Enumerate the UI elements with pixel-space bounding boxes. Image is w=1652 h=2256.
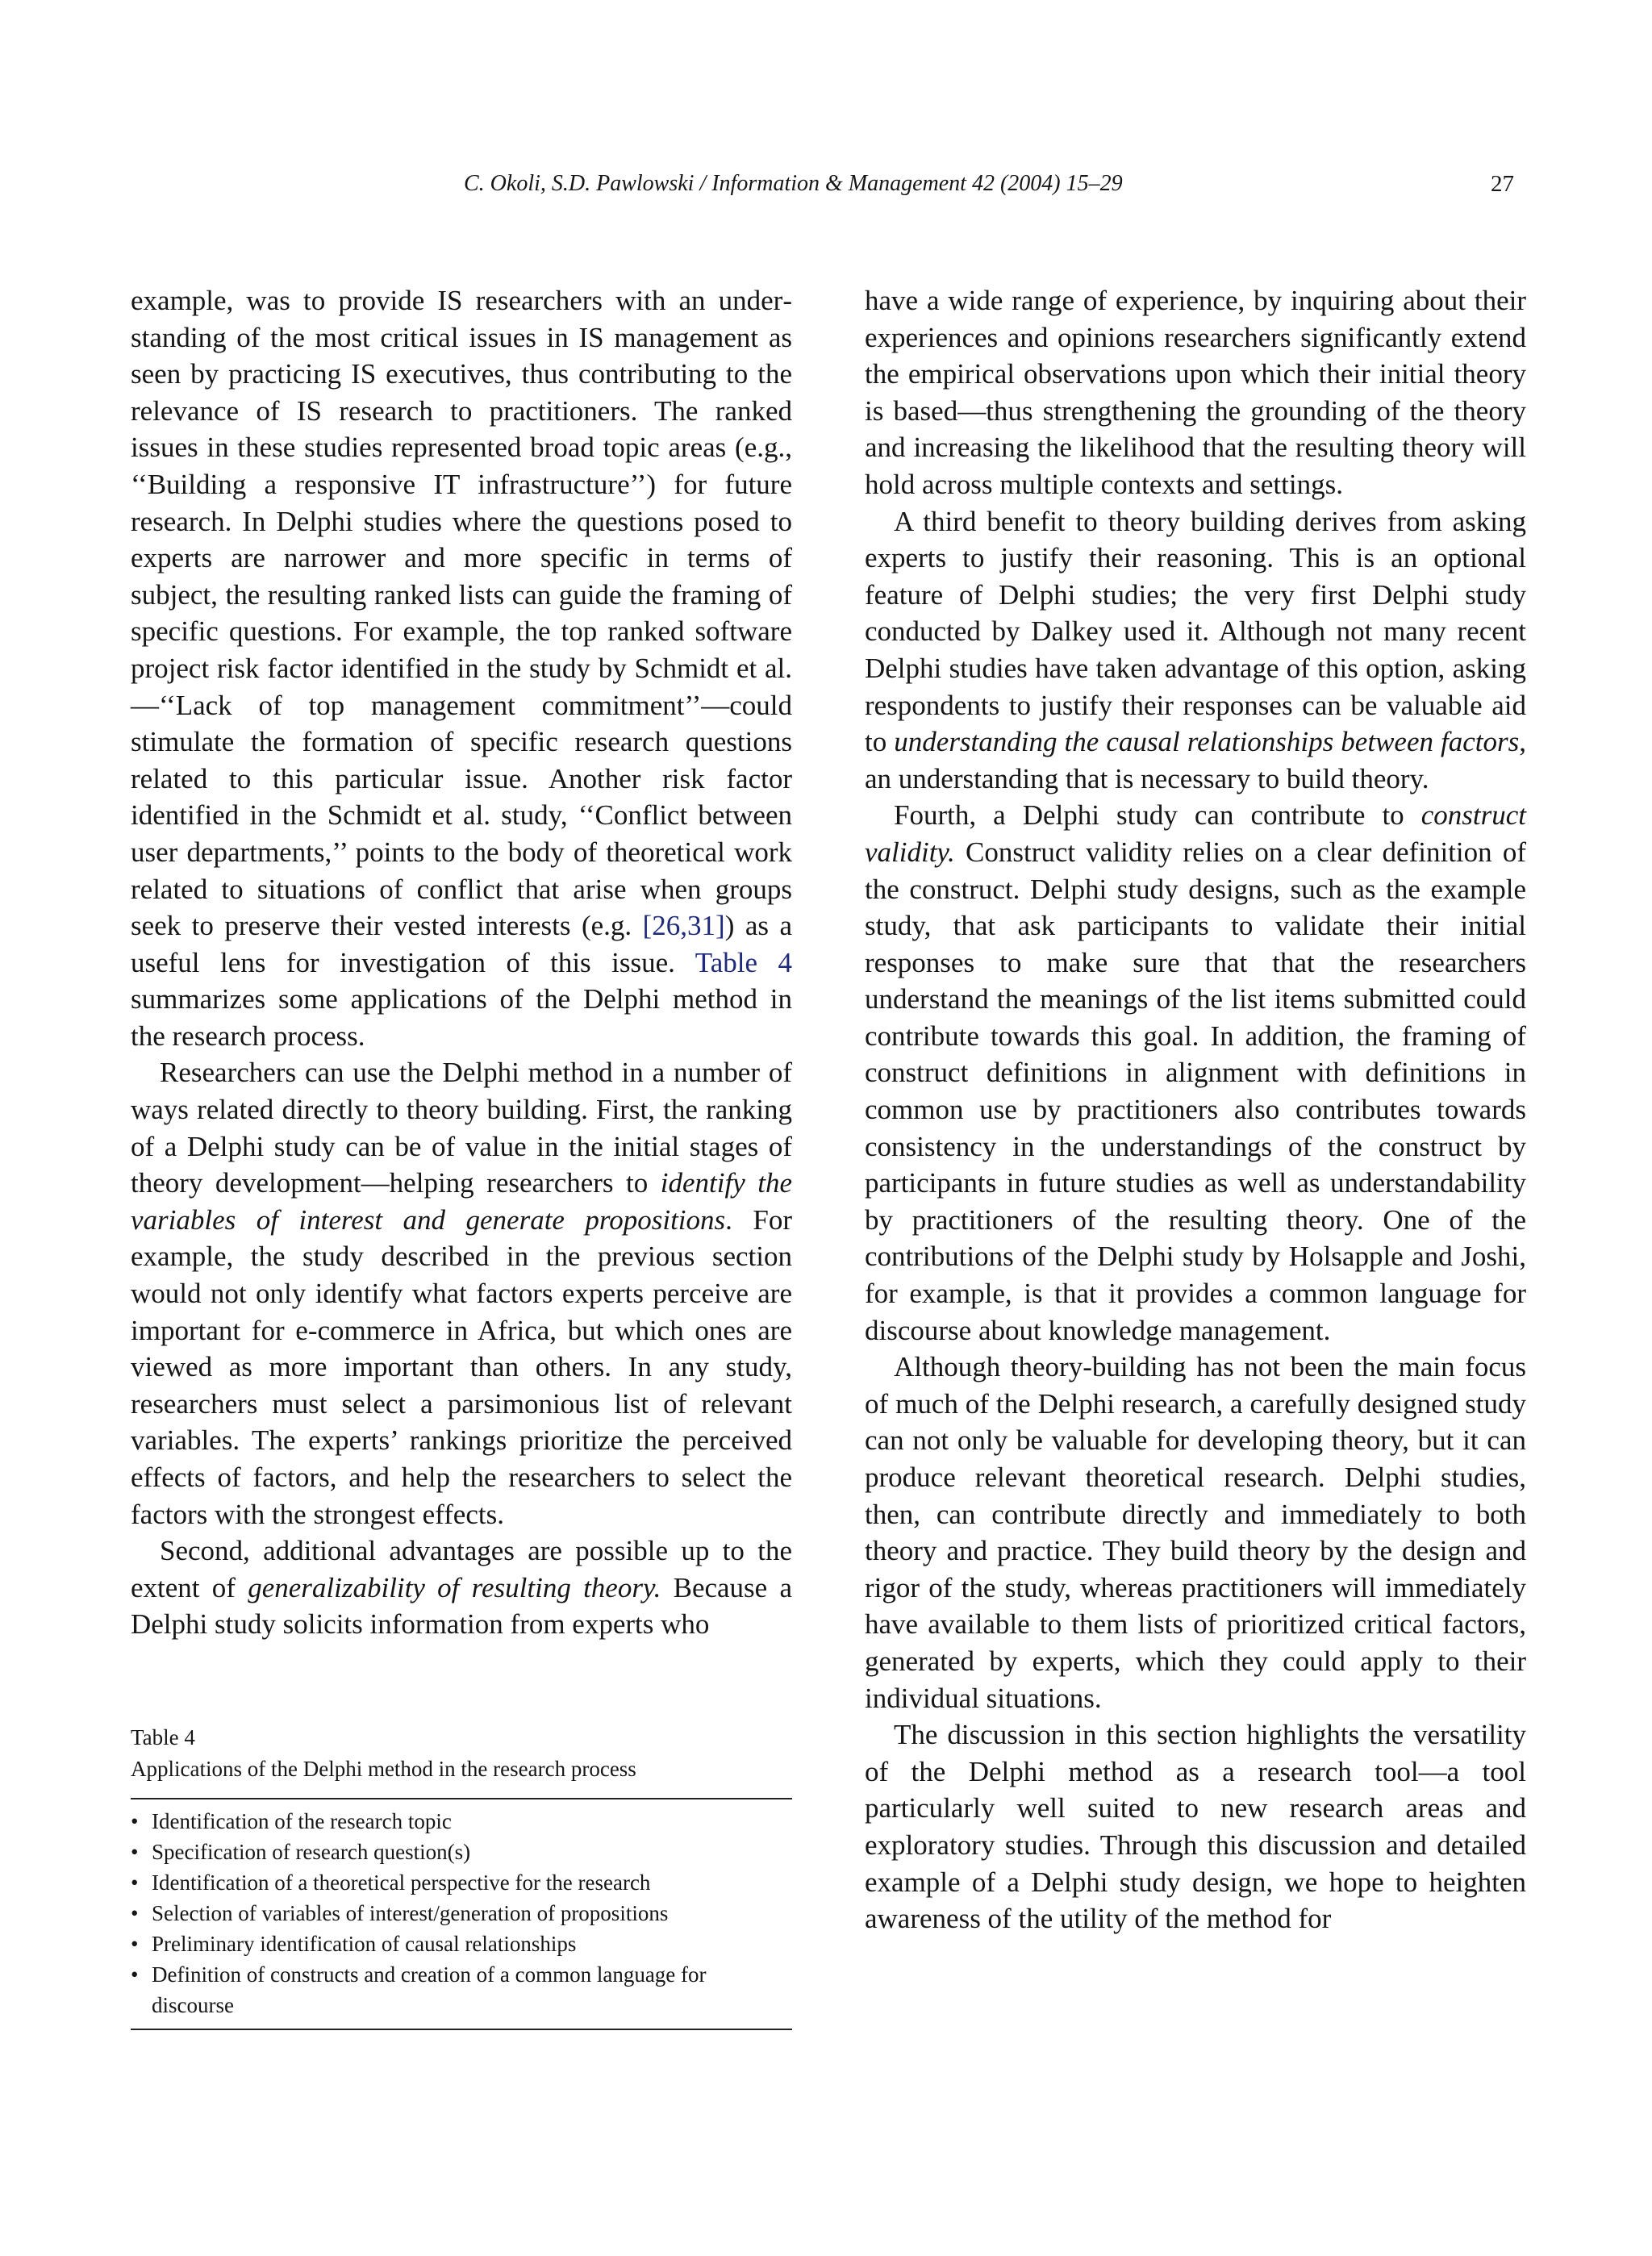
text-run: summarizes some applications of the Delphi method in the research process. <box>131 983 792 1052</box>
emphasis: understanding the causal relationships between factors <box>894 726 1520 758</box>
text-run: Because a Delphi study solicits information from experts who <box>131 1571 793 1641</box>
list-item-text: Selection of variables of interest/generation of propositions <box>152 1901 669 1925</box>
list-item-text: Preliminary identification of causal relationships <box>152 1932 577 1956</box>
table-4-link[interactable]: Table 4 <box>695 946 792 978</box>
citation-link[interactable]: [26,31] <box>642 910 725 942</box>
text-run: . For example, the study described in the previous section would not only identify what factors experts perceive are important for e-commerce in Africa, but which ones are viewed as more important than others. In any study, researchers must select a parsimonious list of relevant variables. The experts’ rankings prioritize the perceived effects of factors, and help the researchers to select the factors with the strongest effects. <box>131 1203 792 1530</box>
list-item <box>131 1806 792 1837</box>
left-paragraph-3 <box>131 1532 792 1643</box>
table-caption: Applications of the Delphi method in the research process <box>131 1757 636 1781</box>
bullet-icon: • <box>131 1870 139 1895</box>
table-number: Table 4 <box>131 1725 195 1749</box>
bullet-icon: • <box>131 1840 139 1864</box>
running-header <box>0 166 1652 206</box>
page-number: 27 <box>1491 171 1514 197</box>
list-item-text: Definition of constructs and creation of a common language for discourse <box>152 1962 707 2017</box>
list-item <box>131 1867 792 1898</box>
emphasis: identify the variables of interest and generate propositions <box>131 1167 792 1236</box>
text-run: ) as a useful lens for investigation of this issue. <box>131 910 792 978</box>
right-paragraph-4: Although theory-building has not been the main focus of much of the Delphi research, a carefully designed study can not only be valuable for developing theory, but it can produce relevant theoretical research. Delphi studies, then, can contribute directly and immediately to both theory and practice. They build theory by the design and rigor of the study, whereas practitioners will immediately have available to them lists of prioritized critical factors, generated by experts, which they could apply to their individual situations. <box>865 1351 1526 1714</box>
right-paragraph-3 <box>865 797 1526 1349</box>
text-run: , an understanding that is necessary to build theory. <box>865 726 1526 794</box>
text-run: Construct validity relies on a clear definition of the construct. Delphi study designs, such as the example study, that ask participants to validate their initial responses to make sure that that the researchers understand the meanings of the list items submitted could contribute towards this goal. In addition, the framing of construct definitions in alignment with definitions in common use by practitioners also contributes towards consistency in the understandings of the construct by participants in future studies as well as understandability by practitioners of the resulting theory. One of the contributions of the Delphi study by Holsapple and Joshi, for example, is that it provides a common language for discourse about knowledge management. <box>865 836 1526 1346</box>
list-item-text: Identification of a theoretical perspective for the research <box>152 1870 651 1895</box>
list-item-text: Specification of research question(s) <box>152 1840 471 1864</box>
list-item <box>131 1929 792 1959</box>
bullet-icon: • <box>131 1962 139 1987</box>
left-paragraph-1 <box>131 282 792 1054</box>
right-paragraph-5: The discussion in this section highlights the versatility of the Delphi method as a research tool—a tool particularly well suited to new research areas and exploratory studies. Through this discussion and detailed example of a Delphi study design, we hope to heighten awareness of the utility of the method for <box>865 1719 1526 1935</box>
list-item <box>131 1837 792 1867</box>
table-top-rule <box>131 1798 792 1799</box>
list-item <box>131 1898 792 1929</box>
left-paragraph-2 <box>131 1054 792 1532</box>
bullet-icon: • <box>131 1901 139 1925</box>
table-4 <box>131 1722 792 2030</box>
list-item-text: Identification of the research topic <box>152 1809 452 1833</box>
emphasis: construct validity. <box>865 799 1526 868</box>
left-column <box>131 282 792 1643</box>
right-column <box>865 282 1526 1937</box>
text-run: Fourth, a Delphi study can contribute to <box>894 799 1421 832</box>
table-list <box>131 1806 792 2020</box>
table-bottom-rule <box>131 2029 792 2030</box>
right-paragraph-2 <box>865 503 1526 798</box>
right-paragraph-1: have a wide range of experience, by inquiring about their experiences and opinions researchers significantly extend the empirical observations upon which their initial theory is based—thus strengthening the grounding of the theory and increasing the likelihood that the resulting theory will hold across multiple contexts and settings. <box>865 285 1526 500</box>
bullet-icon: • <box>131 1809 139 1833</box>
running-title: C. Okoli, S.D. Pawlowski / Information & Management 42 (2004) 15–29 <box>464 171 1123 196</box>
list-item <box>131 1959 792 2020</box>
emphasis: generalizability of resulting theory. <box>248 1571 661 1603</box>
text-run: Researchers can use the Delphi method in a number of ways related directly to theory building. First, the ranking of a Delphi study can be of value in the initial stages of theory development—helping researchers to <box>131 1057 792 1199</box>
text-run: A third benefit to theory building derives from asking experts to justify their reasoning. This is an optional feature of Delphi studies; the very first Delphi study conducted by Dalkey used it. Although not many recent Delphi studies have taken advantage of this option, asking respondents to justify their responses can be valuable aid to <box>865 505 1526 758</box>
text-run: Second, additional advantages are possible up to the extent of <box>131 1535 792 1603</box>
bullet-icon: • <box>131 1932 139 1956</box>
text-run: example, was to provide IS researchers with an understanding of the most critical issues in IS management as seen by practicing IS executives, thus contributing to the relevance of IS research to practitioners. The ranked issues in these studies represented broad topic areas (e.g., ‘‘Building a responsive IT infrastructure’’) for future research. In Delphi studies where the questions posed to experts are narrower and more specific in terms of subject, the resulting ranked lists can guide the framing of specific questions. For example, the top ranked software project risk factor identified in the study by Schmidt et al.—‘‘Lack of top management commitment’’—could stimulate the formation of specific research questions related to this particular issue. Another risk factor identified in the Schmidt et al. study, ‘‘Conflict between user departments,’’ points to the body of theoretical work related to situations of conflict that arise when groups seek to preserve their vested interests (e.g. <box>131 285 792 942</box>
